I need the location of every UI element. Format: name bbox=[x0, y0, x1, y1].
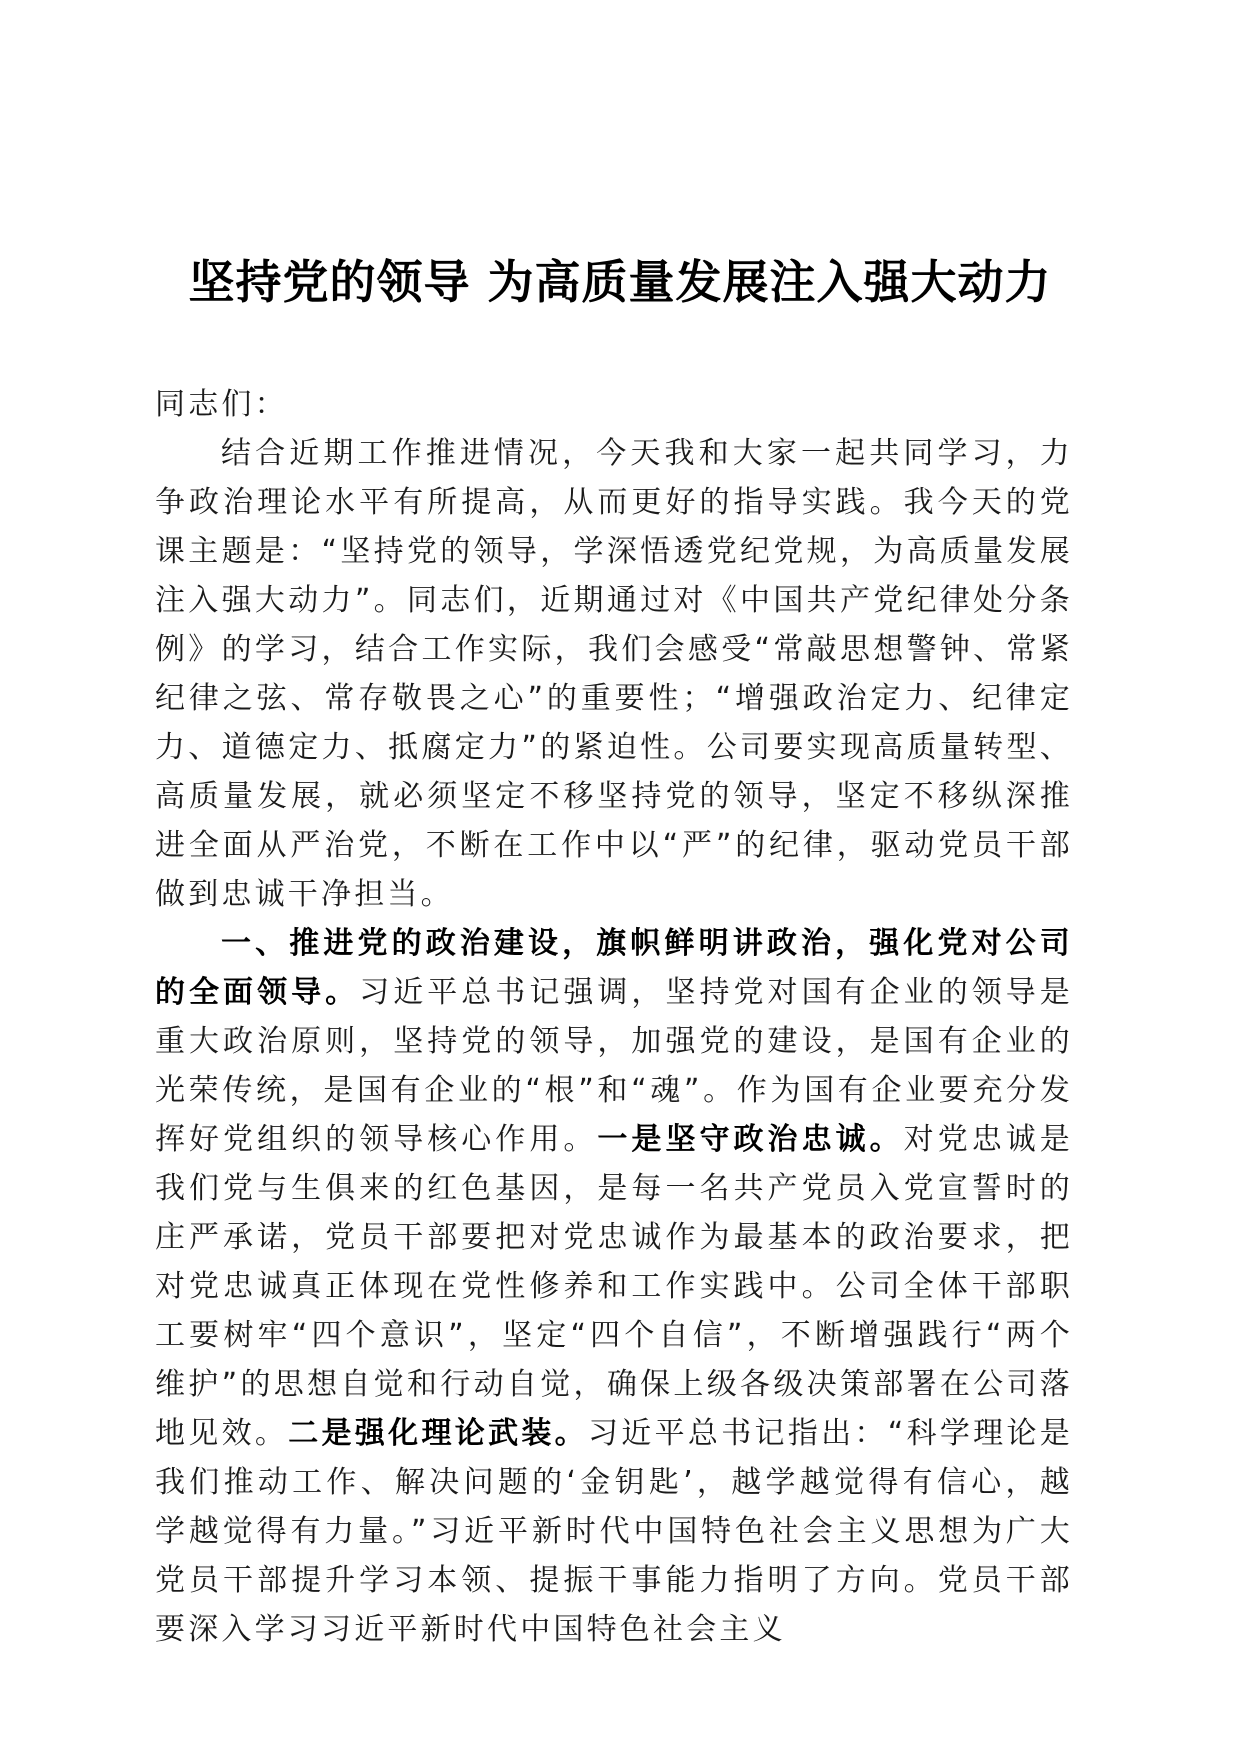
document-body bbox=[155, 380, 1073, 1654]
point-1-heading: 一是坚守政治忠诚。 bbox=[597, 1122, 904, 1157]
point-2-text: 习近平总书记指出：“科学理论是我们推动工作、解决问题的‘金钥匙’，越学越觉得有信心，越学越觉得有力量。”习近平新时代中国特色社会主义思想为广大党员干部提升学习本领、提振干事能力指明了方向。党员干部要深入学习习近平新时代中国特色社会主义 bbox=[155, 1416, 1073, 1647]
point-1-text: 对党忠诚是我们党与生俱来的红色基因，是每一名共产党员入党宣誓时的庄严承诺，党员干部要把对党忠诚作为最基本的政治要求，把对党忠诚真正体现在党性修养和工作实践中。公司全体干部职工要树牢“四个意识”，坚定“四个自信”，不断增强践行“两个维护”的思想自觉和行动自觉，确保上级各级决策部署在公司落地见效。 bbox=[155, 1122, 1073, 1451]
document-title: 坚持党的领导 为高质量发展注入强大动力 bbox=[188, 255, 1052, 309]
paragraph-section-1 bbox=[155, 919, 1073, 1654]
section-1-text: 习近平总书记强调，坚持党对国有企业的领导是重大政治原则，坚持党的领导，加强党的建设，是国有企业的光荣传统，是国有企业的“根”和“魂”。作为国有企业要充分发挥好党组织的领导核心作用。 bbox=[155, 975, 1073, 1157]
paragraph-intro: 结合近期工作推进情况，今天我和大家一起共同学习，力争政治理论水平有所提高，从而更好的指导实践。我今天的党课主题是：“坚持党的领导，学深悟透党纪党规，为高质量发展注入强大动力”。同志们，近期通过对《中国共产党纪律处分条例》的学习，结合工作实际，我们会感受“常敲思想警钟、常紧纪律之弦、常存敬畏之心”的重要性；“增强政治定力、纪律定力、道德定力、抵腐定力”的紧迫性。公司要实现高质量转型、高质量发展，就必须坚定不移坚持党的领导，坚定不移纵深推进全面从严治党，不断在工作中以“严”的纪律，驱动党员干部做到忠诚干净担当。 bbox=[155, 436, 1073, 912]
salutation: 同志们： bbox=[155, 387, 288, 422]
point-2-heading: 二是强化理论武装。 bbox=[288, 1416, 588, 1451]
section-1-heading: 一、推进党的政治建设，旗帜鲜明讲政治，强化党对公司的全面领导。 bbox=[155, 926, 1073, 1010]
